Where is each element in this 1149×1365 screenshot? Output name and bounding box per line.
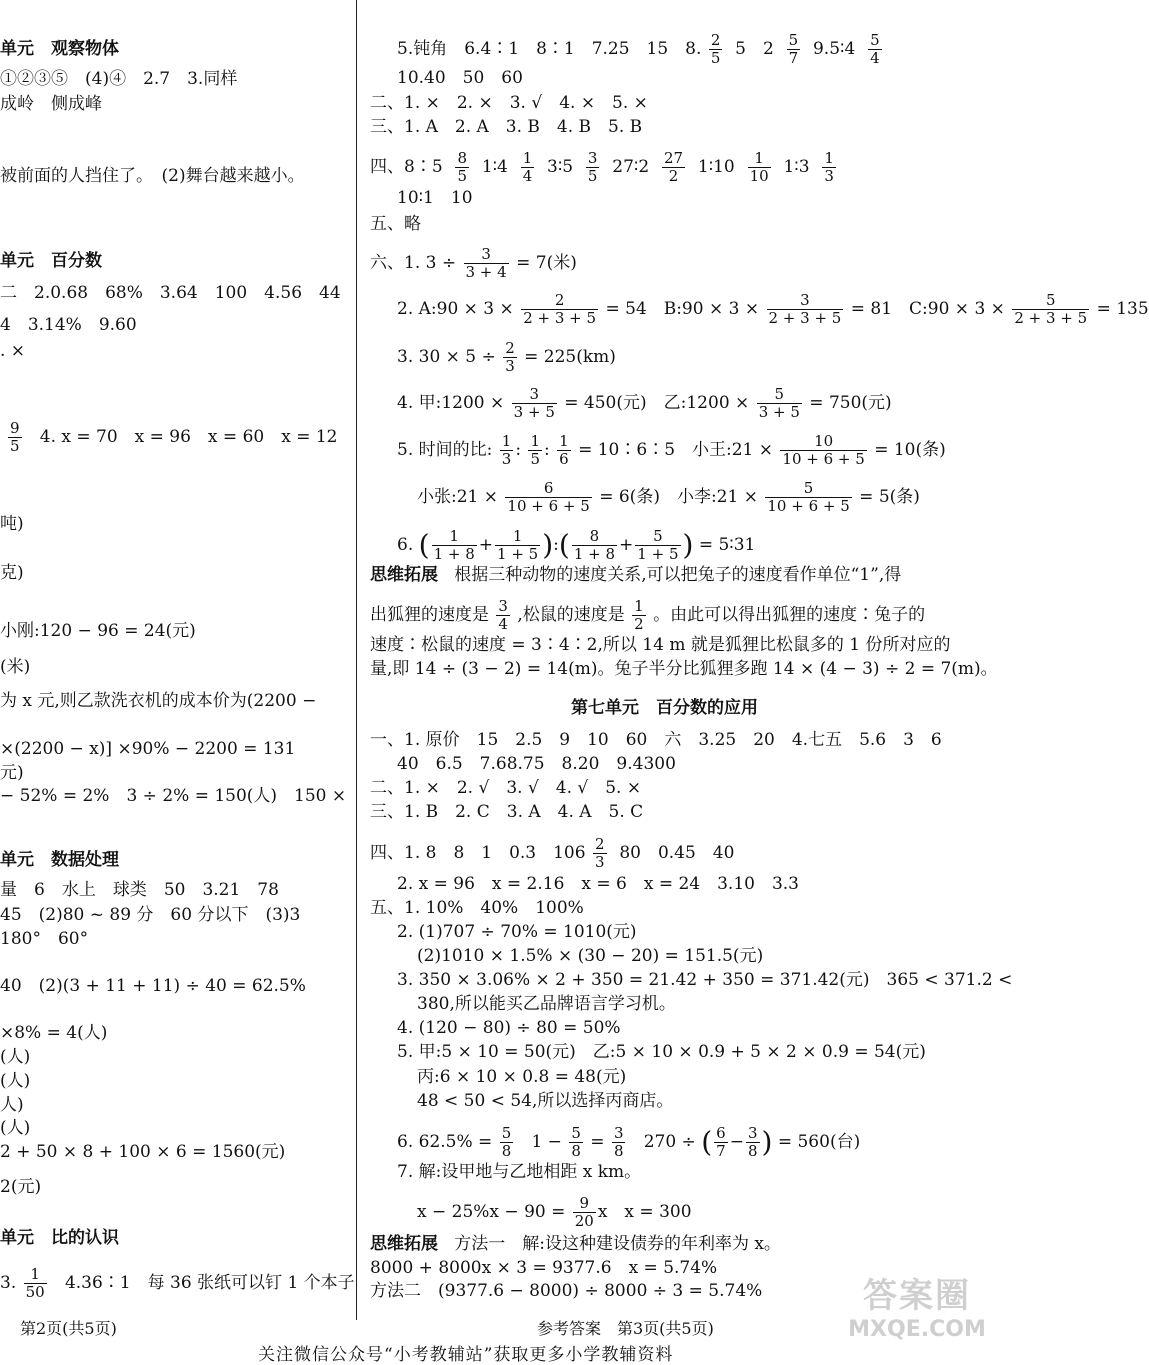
footer-notice: 关注微信公众号“小考教辅站”获取更多小学教辅资料 — [258, 1345, 674, 1365]
left-line: 元) — [0, 763, 24, 783]
right-line: 丙:6 × 10 × 0.8 = 48(元) — [417, 1067, 627, 1087]
unit-ratio-heading: 单元 比的认识 — [0, 1228, 119, 1248]
fraction: $\frac{27}{2}$ — [663, 149, 684, 185]
unit6-heading: 单元 百分数 — [0, 251, 102, 271]
unit5-heading: 单元 观察物体 — [0, 39, 119, 59]
left-line: 人) — [0, 1095, 24, 1115]
left-line: (米) — [0, 657, 31, 677]
fraction: $\frac{3}{5}$ — [587, 149, 598, 185]
right-line: 2. A:90 × 3 × $\frac{2}{2 + 3 + 5}$ = 54 B:90 × 3 × $\frac{3}{2 + 3 + 5}$ = 81 C:90 × 3 × $\frac{5}{2 + 3 + 5}$ = 135 — [397, 291, 1149, 327]
fraction: $\frac{3}{4}$ — [498, 597, 508, 633]
fraction: $\frac{5}{7}$ — [788, 31, 799, 67]
fraction: $\frac{2}{5}$ — [710, 31, 721, 67]
left-line: 3. $\frac{1}{50}$ 4.36∶1 每 36 张纸可以钉 1 个本子 — [0, 1265, 355, 1301]
right-line: 六、1. 3 ÷ $\frac{3}{3 + 4}$ = 7(米) — [370, 245, 577, 281]
fraction: $\frac{5}{10 + 6 + 5}$ — [767, 479, 850, 515]
fraction: $\frac{2}{2 + 3 + 5}$ — [523, 291, 597, 327]
right-line: 二、1. × 2. √ 3. √ 4. √ 5. × — [370, 778, 642, 798]
left-line: ×8% = 4(人) — [0, 1023, 108, 1043]
left-page-number: 第2页(共5页) — [20, 1319, 117, 1338]
fraction: $\frac{3}{2 + 3 + 5}$ — [768, 291, 842, 327]
watermark-logo: 答案圈 MXQE.COM — [848, 1276, 986, 1342]
fraction: $\frac{1}{4}$ — [522, 149, 533, 185]
left-line: 克) — [0, 563, 24, 583]
fraction: $\frac{5}{2 + 3 + 5}$ — [1014, 291, 1088, 327]
unit7-heading: 第七单元 百分数的应用 — [571, 698, 758, 718]
right-line: 思维拓展 根据三种动物的速度关系,可以把兔子的速度看作单位“1”,得 — [370, 565, 902, 585]
fraction: $\frac{5}{8}$ — [501, 1124, 512, 1160]
right-line: 3. 30 × 5 ÷ $\frac{2}{3}$ = 225(km) — [397, 339, 616, 375]
fraction: $\frac{3}{8}$ — [747, 1124, 758, 1160]
left-line: 4 3.14% 9.60 — [0, 315, 137, 335]
left-line: (人) — [0, 1071, 31, 1091]
right-line: 380,所以能买乙品牌语言学习机。 — [417, 994, 676, 1014]
fraction: $\frac{3}{3 + 5}$ — [513, 385, 555, 421]
fraction: $\frac{10}{10 + 6 + 5}$ — [782, 432, 865, 468]
fraction: $\frac{8}{5}$ — [457, 149, 467, 185]
left-line: 180° 60° — [0, 929, 89, 949]
fraction: $\frac{9}{5}$ — [10, 419, 20, 455]
right-line: 二、1. × 2. × 3. √ 4. × 5. × — [370, 93, 648, 113]
left-line: 2(元) — [0, 1177, 42, 1197]
right-line: 5. 甲:5 × 10 = 50(元) 乙:5 × 10 × 0.9 + 5 × 2 × 0.9 = 54(元) — [397, 1042, 926, 1062]
right-line: 10∶1 10 — [397, 188, 473, 208]
column-divider — [356, 0, 357, 1320]
right-line: 4. (120 − 80) ÷ 80 = 50% — [397, 1018, 621, 1038]
left-line: 量 6 水上 球类 50 3.21 78 — [0, 880, 279, 900]
fraction: $\frac{1}{50}$ — [25, 1265, 45, 1301]
fraction: $\frac{6}{7}$ — [716, 1124, 726, 1160]
right-line: 8000 + 8000x × 3 = 9377.6 x = 5.74% — [370, 1258, 718, 1278]
right-line: 10.40 50 60 — [397, 68, 523, 88]
right-line: 48 < 50 < 54,所以选择丙商店。 — [417, 1091, 674, 1111]
left-line: 小刚:120 − 96 = 24(元) — [0, 621, 196, 641]
left-line: 吨) — [0, 514, 24, 534]
fraction: $\frac{1}{5}$ — [530, 432, 540, 468]
right-line: 量,即 14 ÷ (3 − 2) = 14(m)。兔子半分比狐狸多跑 14 × (4 − 3) ÷ 2 = 7(m)。 — [370, 659, 998, 679]
left-line: (人) — [0, 1047, 31, 1067]
fraction: $\frac{2}{3}$ — [505, 339, 515, 375]
fraction: $\frac{1}{6}$ — [559, 432, 569, 468]
fraction: $\frac{5}{3 + 5}$ — [758, 385, 800, 421]
left-line: 二 2.0.68 68% 3.64 100 4.56 44 — [0, 283, 341, 303]
right-line: 五、1. 10% 40% 100% — [370, 898, 584, 918]
left-line: − 52% = 2% 3 ÷ 2% = 150(人) 150 × — [0, 786, 347, 806]
right-line: 出狐狸的速度是 $\frac{3}{4}$ ,松鼠的速度是 $\frac{1}{2}$ 。由此可以得出狐狸的速度∶兔子的 — [370, 597, 926, 633]
fraction: $\frac{2}{3}$ — [594, 835, 605, 871]
fraction: $\frac{5}{1 + 5}$ — [637, 527, 679, 563]
right-line: 一、1. 原价 15 2.5 9 10 60 六 3.25 20 4.七五 5.6 3 6 — [370, 730, 942, 750]
left-line: 45 (2)80 ~ 89 分 60 分以下 (3)3 — [0, 905, 301, 925]
fraction: $\frac{5}{4}$ — [870, 31, 880, 67]
right-line: 5. 时间的比: $\frac{1}{3}$ : $\frac{1}{5}$ : $\frac{1}{6}$ = 10∶6∶5 小王:21 × $\frac{10}{10 + 6 + 5}$ = 10(条) — [397, 432, 946, 468]
fraction: $\frac{6}{10 + 6 + 5}$ — [507, 479, 590, 515]
fraction: $\frac{3}{3 + 4}$ — [465, 245, 507, 281]
right-line: 2. (1)707 ÷ 70% = 1010(元) — [397, 922, 637, 942]
right-line: 思维拓展 方法一 解:设这种建设债券的年利率为 x。 — [370, 1234, 781, 1254]
fraction: $\frac{1}{1 + 8}$ — [433, 527, 475, 563]
left-line: ①②③⑤ (4)④ 2.7 3.同样 — [0, 69, 238, 89]
fraction: $\frac{1}{10}$ — [749, 149, 769, 185]
right-line: 40 6.5 7.68.75 8.20 9.4300 — [397, 754, 676, 774]
left-line: $\frac{9}{5}$ 4. x = 70 x = 96 x = 60 x = 12 — [10, 419, 338, 455]
right-line: (2)1010 × 1.5% × (30 − 20) = 151.5(元) — [417, 946, 764, 966]
left-line: 成岭 侧成峰 — [0, 94, 102, 114]
right-line: 4. 甲:1200 × $\frac{3}{3 + 5}$ = 450(元) 乙:1200 × $\frac{5}{3 + 5}$ = 750(元) — [397, 385, 892, 421]
right-line: 小张:21 × $\frac{6}{10 + 6 + 5}$ = 6(条) 小李:21 × $\frac{5}{10 + 6 + 5}$ = 5(条) — [417, 479, 920, 515]
fraction: $\frac{3}{8}$ — [613, 1124, 624, 1160]
right-line: 2. x = 96 x = 2.16 x = 6 x = 24 3.10 3.3 — [397, 874, 799, 894]
fraction: $\frac{1}{3}$ — [824, 149, 834, 185]
right-line: 3. 350 × 3.06% × 2 + 350 = 21.42 + 350 = 371.42(元) 365 < 371.2 < — [397, 970, 1013, 990]
right-line: 方法二 (9377.6 − 8000) ÷ 8000 ÷ 3 = 5.74% — [370, 1281, 763, 1301]
right-line: 五、略 — [370, 214, 421, 234]
fraction: $\frac{1}{3}$ — [501, 432, 512, 468]
left-line: 40 (2)(3 + 11 + 11) ÷ 40 = 62.5% — [0, 976, 306, 996]
right-line: 三、1. A 2. A 3. B 4. B 5. B — [370, 117, 643, 137]
fraction: $\frac{1}{2}$ — [634, 597, 644, 633]
left-line: . × — [0, 341, 26, 361]
left-line: (人) — [0, 1118, 31, 1138]
right-line: 6. ( $\frac{1}{1 + 8}$ + $\frac{1}{1 + 5}$ ):( $\frac{8}{1 + 8}$ + $\frac{5}{1 + 5}$ ) = 5∶31 — [397, 527, 756, 563]
right-page-number: 参考答案 第3页(共5页) — [537, 1319, 714, 1338]
unit-data-heading: 单元 数据处理 — [0, 850, 119, 870]
right-line: 速度∶松鼠的速度 = 3∶4∶2,所以 14 m 就是狐狸比松鼠多的 1 份所对应的 — [370, 635, 951, 655]
left-line: ×(2200 − x)] ×90% − 2200 = 131 — [0, 739, 296, 759]
fraction: $\frac{5}{8}$ — [571, 1124, 581, 1160]
right-line: 三、1. B 2. C 3. A 4. A 5. C — [370, 802, 644, 822]
fraction: $\frac{8}{1 + 8}$ — [573, 527, 616, 563]
right-line: x − 25%x − 90 = $\frac{9}{20}$ x x = 300 — [417, 1194, 692, 1230]
left-line: 为 x 元,则乙款洗衣机的成本价为(2200 − — [0, 691, 317, 711]
right-line: 四、8∶5 $\frac{8}{5}$ 1∶4 $\frac{1}{4}$ 3∶5 $\frac{3}{5}$ 27∶2 $\frac{27}{2}$ 1∶10 $\frac{1}{10}$ 1∶3 $\frac{1}{3}$ — [370, 149, 834, 185]
fraction: $\frac{1}{1 + 5}$ — [497, 527, 539, 563]
right-line: 四、1. 8 8 1 0.3 106 $\frac{2}{3}$ 80 0.45 40 — [370, 835, 735, 871]
right-line: 7. 解:设甲地与乙地相距 x km。 — [397, 1162, 642, 1182]
fraction: $\frac{9}{20}$ — [574, 1194, 594, 1230]
right-line: 6. 62.5% = $\frac{5}{8}$ 1 − $\frac{5}{8}$ = $\frac{3}{8}$ 270 ÷ ( $\frac{6}{7}$ − $\frac{3}{8}$ ) = 560(台) — [397, 1124, 861, 1160]
left-line: 被前面的人挡住了。 (2)舞台越来越小。 — [0, 166, 305, 186]
left-line: 2 + 50 × 8 + 100 × 6 = 1560(元) — [0, 1142, 286, 1162]
right-line: 5.钝角 6.4∶1 8∶1 7.25 15 8. $\frac{2}{5}$ 5 2 $\frac{5}{7}$ 9.5∶4 $\frac{5}{4}$ — [397, 31, 880, 67]
